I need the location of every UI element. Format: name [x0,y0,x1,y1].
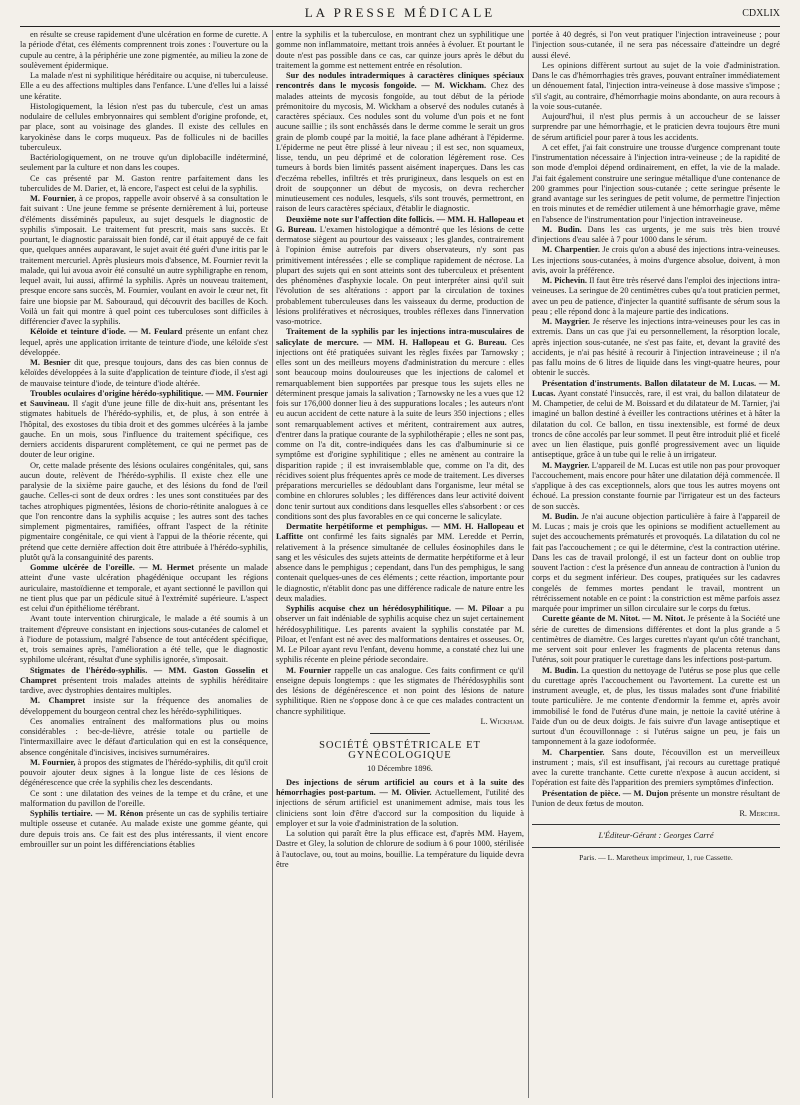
paragraph-text: présente un malade atteint d'une vaste ulcération phagédénique occupant les régions auriculaire, mastoïdienne et temporale, et ayant sectionné le pavillon qui ne tient plus que par un pédicule situé à l'extrémité supérieure. L'aspect est celui d'un épithéliome térébrant. [20,563,268,613]
paragraph [20,194,268,327]
paragraph-text: Ces injections ont été pratiquées suivant les règles fixées par Tarnowsky ; elles sont un des meilleurs moyens d'administration du mercure : elles sont beaucoup moins douloureuses que les injections de calomel et remarquablement bien supportées par presque tous les sujets elles ne déterminent presque jamais la salivation ; Tarnowsky ne les a vues que 12 fois sur 176,000 donner lieu à des suppurations locales ; les auteurs n'ont eu aucun accident de cette nature à la suite de leurs 350 injections ; elles sont remarquablement actives et méritent, contrairement aux autres, d'entrer dans la pratique courante de la syphilothérapie ; elles ne sont pas, comme on l'a dit, contre-indiquées dans les cas d'albuminurie si ce symptôme est d'origine syphilitique ; elles ne amènent au contraire la disparition rapide ; il est invraisemblable que, comme on l'a dit, des récidives soient plus fréquentes après ce mode de traitement. Les diverses préparations mercurielles se dédoublant dans l'organisme, leur métal se combine en chlorures solubles ; les différences dans leur activité doivent donc tenir surtout aux conditions dans lesquelles elles s'absorbent : or ces conditions sont des plus favorables en ce qui concerne le salicylate. [276,337,524,521]
paragraph [20,758,268,789]
editor-credit: L'Éditeur-Gérant : Georges Carré [598,831,714,841]
paragraph-text: présente un cas de syphilis tertiaire multiple osseuse et cutanée. Au malade existe une gomme géante, qui dure depuis trois ans. Ce fait est des plus intéressants, il vient encore embrouiller sur un point les différenciations établies [20,809,268,849]
paragraph-text: Il s'agit d'une jeune fille de dix-huit ans, présentant les stigmates habituels de l'hérédo-syphilis, et, de plus, à son entrée à l'hôpital, des exostoses du tibia droit et des gommes ulcérées à la jambe gauche. En un mois, sous l'influence du traitement spécifique, ces derniers accidents disparurent complètement, ce qui ne permet pas de douter de leur origine. [20,399,268,460]
speaker-name: M. Fournier, [30,757,76,767]
heading-text: Troubles oculaires d'origine hérédo-syphilitique. — MM. Fournier et Sauvineau. [20,388,268,408]
paragraph-text: Je réserve les injections intra-veineuses pour les cas in extremis. Dans un cas que j'ai eu personnellement, la résorption locale, après injection sous-cutanée, ne s'est pas faite, et, devant la gravité des accidents, je n'ai pas hésité à recourir à l'injection intraveineuse ; il n'a pas fallu moins de 6 litres de liquide dans les vingt-quatre heures, pour obtenir le succès. [532,317,780,378]
paragraph-text: à propos des stigmates de l'hérédo-syphilis, dit qu'il croit pouvoir ajouter deux signes à la longue liste de ces lésions de dégénérescence que crée la syphilis chez les descendants. [20,757,268,788]
paragraph: Ces anomalies entraînent des malformations plus ou moins considérables : bec-de-lièvre, atrésie totale ou partielle de l'intermaxillaire avec le défaut d'articulation qui en est la conséquence, absence congénitale d'incisives, incisives surnuméraires. [20,716,268,757]
heading-text: Curette géante de M. Nitot. — [542,614,651,624]
paragraph-text: La question du nettoyage de l'utérus se pose plus que celle du curettage après l'accouchement ou l'avortement. La curette est un instrument aveugle, et, de plus, les tissus malades sont d'une friabilité toute particulière. Je me contente d'endormir la femme et, après avoir immobilisé le fond de l'utérus d'une main, je nettoie la cavité utérine à l'aide d'un ou de deux doigts. Je fais suivre d'un lavage antiseptique et surtout d'un écouvillonnage : si l'utérus saigne un peu, je fais un tamponnement à la gaze iodoformée. [532,665,780,747]
paragraph: La solution qui paraît être la plus efficace est, d'après MM. Hayem, Dastre et Gley, la solution de chlorure de sodium à 6 pour 1000, stérilisée à l'autoclave, ou, tout au moins, bouillie. La température du liquide devra être [276,829,524,869]
heading-text: Dermatite herpétiforme et pemphigus. — MM. H. Hallopeau et Laffitte [276,522,524,542]
speaker-name: M. Pichevin. [542,276,587,285]
paragraph-text: L'examen histologique a démontré que les lésions de cette dermatose siègent au pourtour des vaisseaux ; les glandes, contrairement à l'opinion émise autrefois par divers observateurs, n'y sont pas primitivement intéressées ; elle se complique rapidement de nécrose. La plupart des sujets qui en sont atteints sont des tuberculeux et présentent des phénomènes d'asphyxie locale. On peut interpréter ainsi qu'il suit l'évolution de ses altérations : apport par la circulation de toxines probablement tuberculeuses dans les vaisseaux du derme, production de lésions prolifératives et nécrosiques, troubles réflexes dans l'innervation vaso-motrice. [276,224,524,326]
paragraph: Ce sont : une dilatation des veines de la tempe et du crâne, et une malformation du pavillon de l'oreille. [20,788,268,808]
speaker-name: M. Hermet [152,563,195,572]
column-separator [272,30,273,1098]
article-heading [532,789,780,810]
footer-rule [532,824,780,825]
speaker-name: M. Budin. [542,511,579,521]
paragraph [532,225,780,246]
columns [20,30,780,1098]
heading-text: Présentation d'instruments. Ballon dilatateur de M. Lucas. — [542,378,768,388]
article-heading [20,563,268,614]
heading-text: Des injections de sérum artificiel au cours et à la suite des hémorrhagies post-partum. — [276,777,524,797]
paragraph: Ce cas présenté par M. Gaston rentre parfaitement dans les tuberculides de M. Darier, et, là encore, l'aspect est celui de la syphilis. [20,173,268,193]
heading-text: Gomme ulcérée de l'oreille. — [30,563,148,572]
paragraph-text: Il faut être très réservé dans l'emploi des injections intra-veineuses. La seringue de 20 centimètres cubes qu'a tout praticien permet, avec un peu de patience, d'injecter la quantité suffisante de sérum sous la peau ; elle répond donc à la majeure partie des indications. [532,276,780,316]
paragraph [532,748,780,789]
heading-text: Syphilis tertiaire. — [30,809,104,818]
article-heading [20,809,268,850]
paragraph-text: présentent trois malades atteints de syphilis héréditaire tardive, avec dystrophies dentaires multiples. [20,675,268,695]
speaker-name: M. Feulard [140,327,183,337]
paragraph-text: présente un enfant chez lequel, après une application irritante de teinture d'iode, une kéloïde s'est développée. [20,327,268,357]
heading-text: Stigmates de l'hérédo-syphilis. — MM. Gaston Gosselin et Champret [20,665,268,685]
page-number: CDXLIX [742,8,780,19]
column-3 [532,30,780,1098]
paragraph [532,245,780,276]
section-title: SOCIÉTÉ OBSTÉTRICALE ET GYNÉCOLOGIQUE [319,740,481,762]
paragraph [532,512,780,615]
speaker-name: M. Charpentier. [542,747,605,757]
paragraph-text: Actuellement, l'utilité des injections de sérum artificiel est unanimement admise, mais tous les cliniciens sont loin d'être d'accord sur la composition du liquide à employer et sur la voie d'administration de la solution. [276,788,524,828]
paragraph: Avant toute intervention chirurgicale, le malade a été soumis à un traitement d'épreuve consistant en injections sous-cutanées de calomel et à l'iodure de potassium, malgré l'absence de tout antécédent spécifique, et, trois semaines après, l'amélioration a été telle, que le diagnostic syphilome ulcérant, résultat d'une syphilis ignorée, s'imposait. [20,614,268,665]
paragraph-text: Je n'ai aucune objection particulière à faire à l'appareil de M. Lucas ; mais je crois que les opinions se modifient actuellement au sujet des accouchements prématurés et provoqués. La dilatation du col ne fait pas l'accouchement ; ce qui le détermine, c'est la contraction utérine. Dans les cas de travail prolongé, il est un facteur dont on oublie trop souvent l'action : c'est la présence d'un anneau de contraction à l'union du corps et du segment inférieur. Des coupes, pratiquées sur les cadavres congelés de femmes mortes pendant le travail, montrent un rétrécissement notable en ce point : la constriction est même parfois assez marquée pour imprimer un sillon circulaire sur le corps du fœtus. [532,511,780,613]
paragraph-text: Ayant constaté l'insuccès, rare, il est vrai, du ballon dilatateur de M. Champetier, de celui de M. Boissard et du dilatateur de M. Tarnier, j'ai imaginé un ballon destiné à éveiller les contractions utérines et à hâter la dilatation du col. Ce ballon, en tissu inextensible, est formé de deux troncs de cône accolés par leur sommet. Il peut être introduit plié et ficelé avec un lien élastique, puis gonflé progressivement avec un liquide antiseptique, grâce à un tube qui le relie à un irrigateur. [532,388,780,460]
paragraph [532,666,780,748]
paragraph: portée à 40 degrés, si l'on veut pratiquer l'injection intraveineuse ; pour l'injection sous-cutanée, il ne sera pas nécessaire d'atteindre un degré aussi élevé. [532,30,780,60]
section-date: 10 Décembre 1896. [367,763,433,773]
paragraph: A cet effet, j'ai fait construire une trousse d'urgence comprenant toute l'instrumentation nécessaire à l'injection intra-veineuse ; de la rapidité de son mode d'emploi dépend ordinairement, en effet, la vie de la malade. J'ai fait également construire une seringue métallique d'une contenance de 200 grammes pour l'injection sous-cutanée ; cette seringue présente le grand avantage sur les seringues de petit volume, de permettre l'injection en trois minutes et de remédier utilement à une hémorrhagie grave, même en l'absence de l'instrumentation pour l'injection intraveineuse. [532,142,780,224]
article-heading [20,666,268,697]
speaker-name: M. Piloar [467,604,504,613]
heading-text: Kéloïde et teinture d'iode. — [30,327,138,337]
paragraph-text: a pu observer un fait indéniable de syphilis acquise chez un sujet certainement hérédosyphilitique. Les parents avaient la syphilis constatée par M. Piloar, et l'enfant est né avec des malformations dentaires et osseuses. Or, M. Le Piloar ayant revu l'enfant, devenu homme, a constaté chez lui une syphilis récente en pleine période secondaire. [276,604,524,665]
paragraph [20,358,268,389]
column-1 [20,30,268,1098]
paragraph: Histologiquement, la lésion n'est pas du tubercule, c'est un amas nodulaire de cellules embryonnaires qui semblent d'origine profonde, et, par place, sont au voisinage des glandes. Il existe des cellules en karyokinèse dans le corps muqueux. Pas de follicules ni de bacilles tuberculeux. [20,101,268,152]
paragraph-text: dit que, presque toujours, dans des cas bien connus de kéloïdes développées à la suite d'application de teinture d'iode, il s'est agi de mauvaise teinture d'iode, de teinture d'iode altérée. [20,358,268,388]
signature: R. Mercier. [739,809,780,818]
header-rule [20,26,780,27]
speaker-name: M. Besnier [30,358,71,367]
paragraph-text: Je crois qu'on a abusé des injections intra-veineuses. Les injections sous-cutanées, à moins d'urgence absolue, doivent, à mon avis, avoir la préférence. [532,245,780,275]
paragraph-text: présente un monstre résultant de l'union de deux fœtus de mouton. [532,788,780,808]
speaker-name: M. Nitot. [652,614,686,624]
speaker-name: M. Rénon [106,809,144,818]
column-2 [276,30,524,1098]
heading-text: Présentation de pièce. — [542,788,632,798]
paragraph: Or, cette malade présente des lésions oculaires congénitales, qui, sans aucun doute, relèvent de l'hérédo-syphilis. Il existe chez elle une paralysie de la sixième paire gauche, et des lésions du fond de l'œil gauche. Celles-ci sont de deux ordres : les unes sont constituées par des taches atrophiques pigmentées, lésions de chorio-rétinite analogues à ce que l'on rencontre dans la syphilis acquise ; les autres sont des taches simplement pigmentaires, ramifiées, offrant l'aspect de la rétinite pigmentaire congénitale, ce qui vient à l'appui de la théorie récente, qui prétend que cette dernière affection doit être attribuée à l'hérédo-syphilis, plutôt qu'à la consanguinité des parents. [20,460,268,562]
speaker-name: M. Charpentier. [542,245,600,255]
paragraph [532,461,780,512]
page-header [20,4,780,26]
speaker-name: M. Fournier [286,665,332,675]
article-heading [276,778,524,829]
article-heading [20,327,268,358]
heading-text: Traitement de la syphilis par les injections intra-musculaires de salicylate de mercure. — MM. H. Hallopeau et G. Bureau. [276,327,524,347]
printer-credit: Paris. — L. Maretheux imprimeur, 1, rue Cassette. [579,852,733,862]
article-heading [276,522,524,604]
section-divider [370,733,430,734]
paragraph-text: Sans doute, l'écouvillon est un merveilleux instrument ; mais, s'il est insuffisant, j'ai recours au curettage pratiqué avec la curette tranchante. Cette curette n'expose à aucun accident, si l'opération est faite dès l'apparition des premiers symptômes d'infection. [532,747,780,788]
paragraph [276,666,524,717]
article-heading [20,389,268,461]
article-heading [276,71,524,215]
heading-text: Sur des nodules intradermiques à caractères cliniques spéciaux rencontrés dans le mycosis fongoïde. — [276,71,524,91]
paragraph-text: Dans les cas urgents, je me suis très bien trouvé d'injections d'eau salée à 7 pour 1000 dans le sérum. [532,224,780,244]
speaker-name: M. Wickham. [434,81,487,91]
paragraph [532,276,780,317]
paragraph: entre la syphilis et la tuberculose, en montrant chez un syphilitique une gomme non inflammatoire, mettant trois années à évoluer. Et pourtant le doute n'est pas possible dans ce cas, car quinze jours après le début du traitement la gomme est nettement entrée en résolution. [276,30,524,70]
paragraph: Aujourd'hui, il n'est plus permis à un accoucheur de se laisser surprendre par une hémorrhagie, et le praticien devra toujours être muni de sérum artificiel pour parer à tous les accidents. [532,112,780,142]
speaker-name: M. Dujon [633,788,669,798]
speaker-name: M. Maygrier. [542,317,590,326]
speaker-name: M. Budin. [542,665,579,675]
speaker-name: M. Lucas. [532,378,780,398]
footer-rule [532,847,780,848]
heading-text: Deuxième note sur l'affection dite follicis. — MM. H. Hallopeau et G. Bureau. [276,214,524,234]
speaker-name: M. Champret [30,696,86,706]
column-separator [528,30,529,1098]
paragraph: La malade n'est ni syphilitique héréditaire ou acquise, ni tuberculeuse. Elle a eu des affections multiples dans l'enfance. L'une d'elles lui a laissé une kératite. [20,71,268,101]
article-heading [276,215,524,328]
signature: L. Wickham. [480,716,524,726]
paragraph: Les opinions diffèrent surtout au sujet de la voie d'administration. Dans le cas d'hémorrhagies très graves, pouvant entraîner immédiatement un dénouement fatal, l'injection intra-veineuse à dose massive s'impose ; s'il s'agit, au contraire, d'hémorrhagie moins abondante, on aura recours à la voie sous-cutanée. [532,60,780,111]
paragraph-text: insiste sur la fréquence des anomalies de développement du bourgeon central chez les hérédo-syphilitiques. [20,696,268,716]
paragraph-text: L'appareil de M. Lucas est utile non pas pour provoquer l'accouchement, mais encore pour hâter une dilatation déjà commencée. Il s'applique à des cas exceptionnels, alors que tous les autres moyens ont échoué. La pression constante fournie par l'irrigateur est un des facteurs de son succès. [532,460,780,511]
paragraph [20,696,268,717]
heading-text: Syphilis acquise chez un hérédosyphilitique. — [286,604,464,613]
paragraph-text: rappelle un cas analogue. Ces faits confirment ce qu'il enseigne depuis longtemps : que les stigmates de l'hérédosyphilis sont des lésions de dégénérescence et non point des lésions de nature syphilitique. Rien ne s'oppose donc à ce que ces malades contractent un chancre syphilitique. [276,665,524,716]
speaker-name: M. Maygrier. [542,460,590,470]
paragraph [532,317,780,379]
paragraph: Bactériologiquement, on ne trouve qu'un diplobacille indéterminé, seulement par la culture et non dans les coupes. [20,153,268,173]
paragraph-text: à ce propos, rappelle avoir observé à sa consultation le fait suivant : Une jeune femme se présente dernièrement à lui, porteuse d'éléments disséminés papuleux, au sujet desquels le diagnostic de syphilis s'imposait. Le traitement fut prescrit, mais sans succès. Et pourtant, le diagnostic paraissait bien fondé, car il était appuyé de ce fait que, quelques années auparavant, le sujet avait été guéri d'une iritis par le traitement mercuriel. Après plusieurs mois d'absence, M. Fournier revit la malade, qui lui avoua avoir été consulté un autre syphiligraphe en renom, lequel avait, lui aussi, affirmé la syphilis. Après un nouveau traitement, presque encore sans succès, M. Fournier, voulant en avoir le cœur net, fit faire une biopsie par M. Sabouraud, qui découvrit des bacilles de Koch. Voilà un fait qui montre à quel point ces tuberculoses sont difficiles à différencier d'avec la syphilis. [20,194,268,326]
speaker-name: M. Budin. [542,224,582,234]
speaker-name: M. Olivier. [391,788,432,797]
paragraph-text: Je présente à la Société une série de curettes de dimensions différentes et dont la plus grande a 5 centimètres de diamètre. Ces larges curettes n'ayant qu'un côté tranchant, me servent soit pour enlever les fragments de placenta retenus dans l'utérus, soit pour pratiquer le curettage dans les infections post-partum. [532,614,780,665]
article-heading [532,379,780,461]
speaker-name: M. Fournier, [30,194,77,203]
paragraph: en résulte se creuse rapidement d'une ulcération en forme de curette. A la période d'état, ces éléments comprennent trois zones : l'ouverture ou la cupule au centre, à la périphérie une zone pigmentée, au milieu la zone de soulèvement épidermique. [20,30,268,70]
article-heading [276,327,524,522]
paragraph-text: ont confirmé les faits signalés par MM. Leredde et Perrin, relativement à la présence simultanée de cellules éosinophiles dans le sang et les vésicules des sujets atteints de dermatite herpétiforme et à leur absence dans le pemphigus ; cependant, dans l'un des pemphigus, le sang contenait quelques-unes de ces éléments ; cette réaction, importante pour le diagnostic, n'établit donc pas une différence radicale de nature entre les deux maladies. [276,532,524,603]
article-heading [276,604,524,666]
journal-title: LA PRESSE MÉDICALE [304,5,496,20]
article-heading [532,614,780,665]
paragraph-text: Chez des malades atteints de mycosis fongoïde, au tout début de la période prémonitoire du mycosis, M. Wickham a observé des nodules cutanés à caractères spéciaux. Ces nodules sont du volume d'un pois et ne font aucune saillie ; ils sont enchâssés dans le derme comme le serait un gros grain de plomb coupé par la moitié, la face plane adhérant à l'épiderme. L'épiderme ne peut être plissé à leur niveau ; il est sec, non squameux, lisse, tendu, un peu déprimé et de coloration légèrement rose. Ces tumeurs à bords bien limités passent aisément inaperçues. Dans les cas d'eczéma rebelles, infiltrés et très prurigineux, dans lesquels on est en droit de soupçonner un début de mycosis, on devra rechercher minutieusement ces nodules, lesquels, s'ils sont trouvés, permettront, en raison de leurs caractères spéciaux, d'établir le diagnostic. [276,81,524,214]
